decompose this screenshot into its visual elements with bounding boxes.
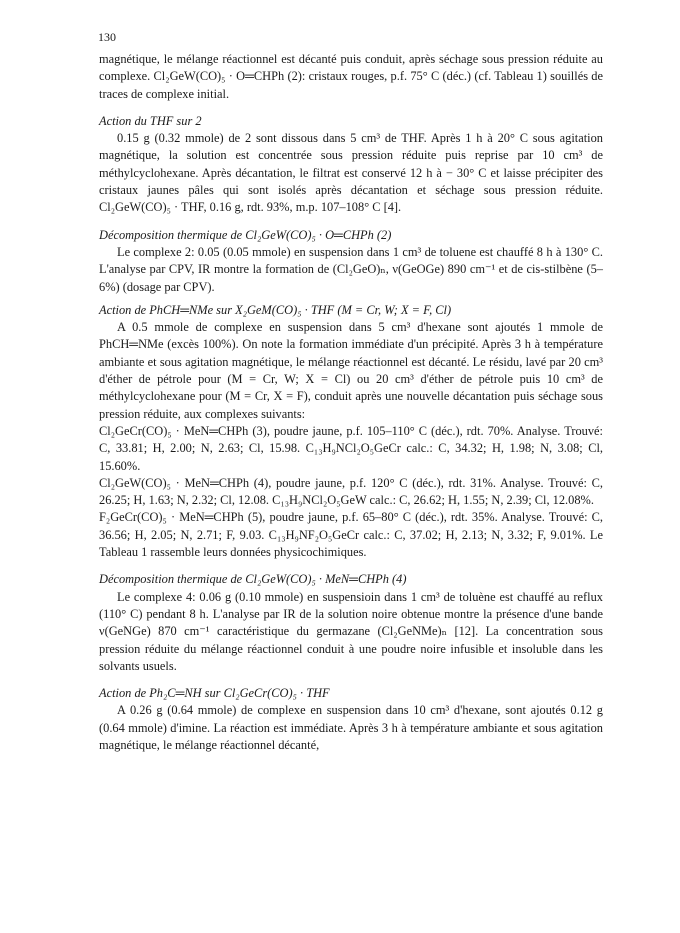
section-heading-ph2c-nh: Action de Ph₂C═NH sur Cl₂GeCr(CO)₅ · THF xyxy=(99,686,330,701)
page-number: 130 xyxy=(98,30,116,44)
paragraph: A 0.26 g (0.64 mmole) de complexe en suspension dans 10 cm³ d'hexane, sont ajoutés 0.12 g (0.64 mmole) d'imine. La réaction est immédiate. Après 3 h à température ambiante et sous agitation magnétique, le mélange réactionnel décanté, xyxy=(99,703,603,752)
article-body xyxy=(99,51,603,754)
compound-entry-4: Cl₂GeW(CO)₅ · MeN═CHPh (4), poudre jaune, p.f. 120° C (déc.), rdt. 31%. Analyse. Trouvé: C, 26.25; H, 1.63; N, 2.32; Cl, 12.08. C₁₃H₉NCl₂O₅GeW calc.: C, 26.62; H, 1.55; N, 2.39; Cl, 12.08%. xyxy=(99,475,603,508)
section-heading-decomposition-2: Décomposition thermique de Cl₂GeW(CO)₅ · O═CHPh (2) xyxy=(99,227,392,242)
paragraph: 0.15 g (0.32 mmole) de 2 sont dissous dans 5 cm³ de THF. Après 1 h à 20° C sous agitation magnétique, la solution est concentrée sous pression réduite puis reprise par 10 cm³ de méthylcyclohexane. Après décantation, le filtrat est conservé 12 h à − 30° C et laisse précipiter des cristaux jaunes pâles qui sont isolés après décantation et séchage sous pression réduite. Cl₂GeW(CO)₅ · THF, 0.16 g, rdt. 93%, m.p. 107–108° C [4]. xyxy=(99,131,603,215)
section-heading-thf: Action du THF sur 2 xyxy=(99,113,202,128)
paragraph: A 0.5 mmole de complexe en suspension dans 5 cm³ d'hexane sont ajoutés 1 mmole de PhCH═NMe (excès 100%). On note la formation immédiate d'un précipité. Après 3 h à température ambiante et sous agitation magnétique, le mélange réactionnel est décanté. Le résidu, lavé par 20 cm³ d'éther de pétrole pour (M = Cr, W; X = Cl) ou 20 cm³ d'éther de pétrole puis 10 cm³ de méthylcyclohexane pour (M = Cr, X = F), conduit après une nouvelle décantation puis séchage sous pression réduite, aux complexes suivants: xyxy=(99,320,603,421)
compound-entry-5: F₂GeCr(CO)₅ · MeN═CHPh (5), poudre jaune, p.f. 65–80° C (déc.), rdt. 35%. Analyse. Trouvé: C, 36.56; H, 2.05; N, 2.71; F, 9.03. C₁₃H₉NF₂O₅GeCr calc.: C, 37.02; H, 2.13; N, 3.32; F, 9.01%. Le Tableau 1 rassemble leurs données physicochimiques. xyxy=(99,510,603,560)
paragraph: Le complexe 2: 0.05 (0.05 mmole) en suspension dans 1 cm³ de toluene est chauffé 8 h à 130° C. L'analyse par CPV, IR montre la formation de (Cl₂GeO)ₙ, ν(GeOGe) 890 cm⁻¹ et de cis-stilbène (5–6%) (dosage par CPV). xyxy=(99,244,603,294)
section-heading-phch-nme: Action de PhCH═NMe sur X₂GeM(CO)₅ · THF (M = Cr, W; X = F, Cl) xyxy=(99,302,452,317)
compound-entry-3: Cl₂GeCr(CO)₅ · MeN═CHPh (3), poudre jaune, p.f. 105–110° C (déc.), rdt. 70%. Analyse. Trouvé: C, 33.81; H, 2.00; N, 2.63; Cl, 15.98. C₁₃H₉NCl₂O₅GeCr calc.: C, 34.32; H, 1.98; N, 3.08; Cl, 15.60%. xyxy=(99,423,603,473)
intro-paragraph: magnétique, le mélange réactionnel est décanté puis conduit, après séchage sous pression réduite au complexe. Cl₂GeW(CO)₅ · O═CHPh (2): cristaux rouges, p.f. 75° C (déc.) (cf. Tableau 1) souillés de traces de complexe initial. xyxy=(99,52,603,101)
paragraph: Le complexe 4: 0.06 g (0.10 mmole) en suspensioin dans 1 cm³ de toluène est chauffé au reflux (110° C) pendant 8 h. L'analyse par IR de la solution noire obtenue montre la présence d'une bande ν(GeNGe) 870 cm⁻¹ caractéristique du germazane (Cl₂GeNMe)ₙ [12]. La concentration sous pression réduite du mélange réactionnel conduit à une poudre noire infusible et insoluble dans les solvants usuels. xyxy=(99,589,603,673)
section-heading-decomposition-4: Décomposition thermique de Cl₂GeW(CO)₅ · MeN═CHPh (4) xyxy=(99,572,407,587)
